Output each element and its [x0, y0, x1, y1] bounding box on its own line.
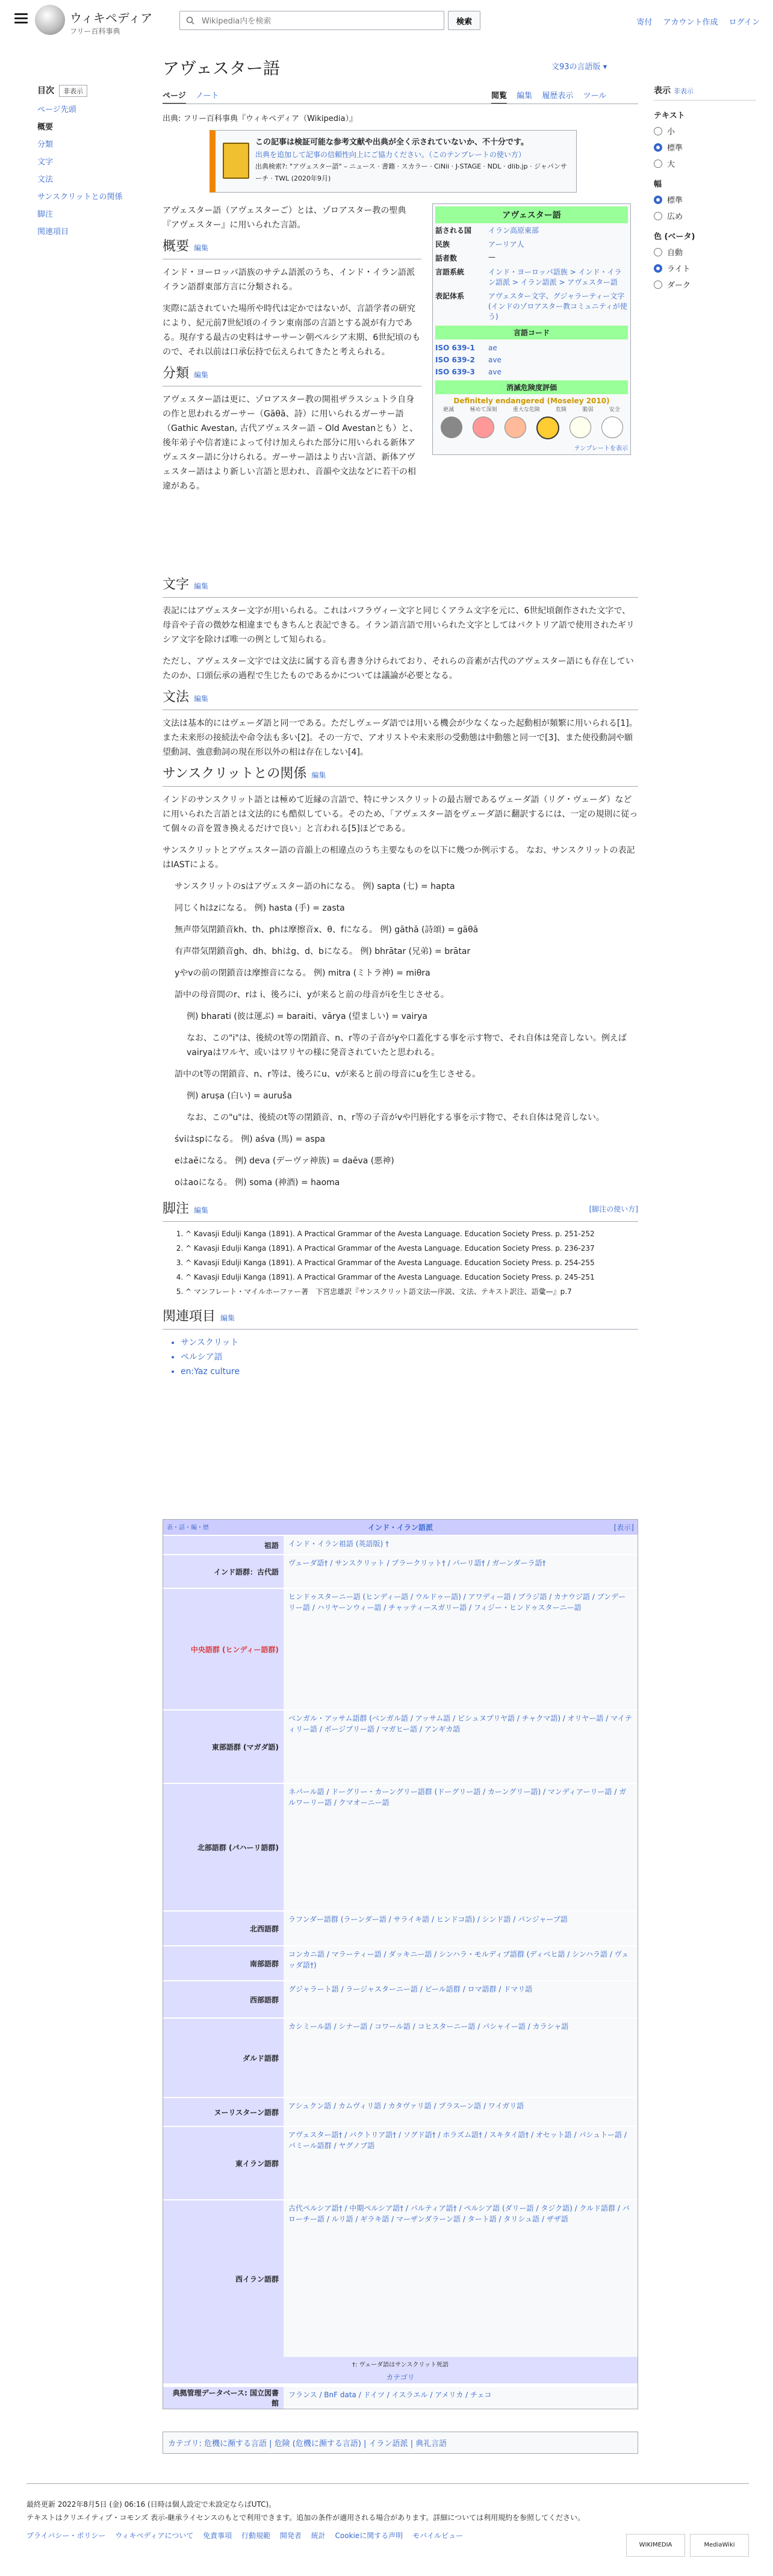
- toc-hide-button[interactable]: 非表示: [59, 85, 87, 97]
- toc-item[interactable]: ページ先頭: [37, 105, 76, 114]
- tab-talk[interactable]: ノート: [195, 91, 219, 101]
- footer-link[interactable]: モバイルビュー: [412, 2531, 464, 2540]
- intro-text: アヴェスター語（アヴェスターご）とは、ゾロアスター教の聖典『アヴェスター』に用いられた言語。: [163, 206, 406, 230]
- footer-link[interactable]: 免責事項: [203, 2531, 232, 2540]
- toc-item[interactable]: 関連項目: [37, 228, 69, 237]
- navbox-row: 東イラン語群 アヴェスター語† / バクトリア語† / ソグド語† / ホラズム語† / スキタイ語† / オセット語 / パシュトー語 / パミール語群 / ヤグノブ語: [163, 2126, 638, 2199]
- radio-standard[interactable]: 標準: [654, 141, 756, 153]
- footer-link[interactable]: 行動規範: [241, 2531, 271, 2540]
- authority-row: 典拠管理データベース: 国立図書館 フランス / BnF data / ドイツ / イスラエル / アメリカ / チェコ: [163, 2383, 638, 2409]
- reference-item: 1. ^ Kavasji Edulji Kanga (1891). A Practical Grammar of the Avesta Language. Education Society Press. p. 251-252: [185, 1228, 638, 1240]
- footer-link[interactable]: Cookieに関する声明: [335, 2531, 403, 2540]
- navbox-row: インド語群：古代語 ヴェーダ語† / サンスクリット / プラークリット† / パーリ語† / ガーンダーラ語†: [163, 1554, 638, 1588]
- view-tabs: [491, 89, 613, 101]
- footer-link[interactable]: 開発者: [279, 2531, 302, 2540]
- references-list: [163, 1228, 638, 1298]
- navbox-row: 東部語群 (マガダ語) ベンガル・アッサム語群 (ベンガル語 / アッサム語 / ビシュヌプリヤ語 / チャクマ語) / オリヤー語 / マイティリー語 / ボージプリー語 / マガヒー語 / アンギカ語: [163, 1709, 638, 1783]
- navbox-title-link[interactable]: インド・イラン語派: [367, 1523, 433, 1532]
- example: サンスクリットのsはアヴェスター語のhになる。 例) sapta (七) = hapta: [175, 882, 455, 891]
- related-link[interactable]: • en:Yaz culture: [181, 1364, 638, 1379]
- navbox-row: ヌーリスターン語群 アシュクン語 / カムヴィリ語 / カタヴァリ語 / プラスーン語 / ワイガリ語: [163, 2097, 638, 2126]
- toc-item[interactable]: 分類: [37, 140, 54, 149]
- navbox-category[interactable]: カテゴリ: [163, 2371, 638, 2383]
- example: 語中のt等の閉鎖音、n、r等は、後ろにu、vが来ると前の母音にuを生じさせる。: [175, 1070, 481, 1079]
- status-scale: [435, 413, 628, 443]
- navbox: [163, 1519, 638, 2409]
- notice-line-1: この記事は検証可能な参考文献や出典が全く示されていないか、不十分です。: [255, 138, 529, 147]
- wordmark-title: ウィキペディア: [70, 11, 153, 25]
- tab-page[interactable]: ページ: [163, 91, 186, 104]
- edit-link[interactable]: 編集: [311, 771, 326, 779]
- paragraph: 実際に話されていた場所や時代は定かではないが、言語学者の研究により、紀元前7世紀頃のイラン東南部の言語とする説が有力である。現存する最古の史料はサーサーン朝ペルシア末期、6世紀頃のもので、それ以前は口承伝持で伝えられてきたと考えられる。: [163, 304, 421, 357]
- scale-dot: [601, 416, 623, 438]
- edit-link[interactable]: 編集: [194, 244, 209, 252]
- search-box: [179, 11, 444, 30]
- edit-link[interactable]: 編集: [194, 695, 209, 703]
- template-link[interactable]: テンプレートを表示: [574, 445, 628, 452]
- footer-link[interactable]: ウィキペディアについて: [115, 2531, 194, 2540]
- example: śviはspになる。 例) aśva (馬) = aspa: [175, 1135, 326, 1144]
- from-line: 出典: フリー百科事典『ウィキペディア（Wikipedia）』: [163, 114, 358, 123]
- edit-link[interactable]: 編集: [194, 1206, 209, 1215]
- create-account-link[interactable]: アカウント作成: [663, 18, 718, 27]
- navbox-row: 西イラン語群 古代ペルシア語† / 中期ペルシア語† / パルティア語† / ペルシア語 (ダリー語 / タジク語) / クルド語群 / バローチー語 / ルリ語 / ギラキ語 / マーザンダラーン語 / タート語 / タリシュ語 / ザザ語: [163, 2199, 638, 2357]
- navbox-row: 北部語群 (パハーリ語群) ネパール語 / ドーグリー・カーングリー語群 (ドーグリー語 / カーングリー語) / マンディアーリー語 / ガルワーリー語 / クマオーニー語: [163, 1783, 638, 1910]
- toc-item[interactable]: 脚注: [37, 210, 54, 219]
- paragraph: サンスクリットとアヴェスター語の音韻上の相違点のうち主要なものを以下に幾つか例示する。 なお、サンスクリットの表記はIASTによる。: [163, 846, 635, 870]
- paragraph: インド・ヨーロッパ語族のサテム語派のうち、インド・イラン語派イラン語群東部方言に分類される。: [163, 268, 415, 292]
- radio-light[interactable]: ライト: [654, 262, 756, 274]
- page-title: アヴェスター語: [163, 58, 280, 78]
- search-button[interactable]: 検索: [448, 11, 480, 30]
- search-input[interactable]: [200, 14, 438, 28]
- navbox-row: 南部語群 コンカニ語 / マラーティー語 / ダッキニー語 / シンハラ・モルディブ語群 (ディベヒ語 / シンハラ語 / ヴェッダ語†): [163, 1945, 638, 1980]
- radio-width-standard[interactable]: 標準: [654, 194, 756, 205]
- navbox-row: ダルド語群 カシミール語 / シナー語 / コワール語 / コヒスターニー語 / パシャイー語 / カラシャ語: [163, 2017, 638, 2097]
- main-content: [163, 578, 638, 1379]
- paragraph: 表記にはアヴェスター文字が用いられる。これはパフラヴィー文字と同じくアラム文字を元に、6世紀頃創作された文字で、母音や子音の微妙な相違までもきちんと表記できる。イラン語言語で用いられた文字としてはバクトリア語で使用されたギリシア文字を除けば唯一の例として知られる。: [163, 606, 635, 645]
- notice-box: [210, 130, 577, 193]
- wikimedia-badge[interactable]: WIKIMEDIA: [626, 2534, 685, 2557]
- appearance-hide[interactable]: 非表示: [673, 87, 694, 95]
- footer-badges: [626, 2534, 749, 2557]
- infobox-title: アヴェスター語: [435, 206, 628, 223]
- menu-icon[interactable]: [14, 13, 28, 24]
- infobox-row: 民族 アーリア人: [435, 240, 524, 249]
- example: 有声帯気閉鎖音gh、dh、bhはg、d、bになる。 例) bhrātar (兄弟) = brātar: [175, 947, 471, 956]
- navbox-vte[interactable]: 表・話・編・歴: [167, 1525, 209, 1531]
- section-heading: 文法 編集: [163, 690, 209, 705]
- example: 同じくhはzになる。 例) hasta (手) = zasta: [175, 903, 345, 913]
- wikipedia-logo[interactable]: [35, 5, 65, 35]
- iso-row: ISO 639-1 ae: [435, 344, 497, 352]
- paragraph: インドのサンスクリット語とは極めて近縁の言語で、特にサンスクリットの最古層であるヴェーダ語（リグ・ヴェーダ）などに用いられた言語とは文法的にも酷似している。そのため、「アヴェスター語をヴェーダ語に翻訳するには、一定の規則に従って個々の音を置き換えるだけで良い」と言われる[5]ほどである。: [163, 795, 638, 834]
- navbox-title: [163, 1520, 638, 1535]
- navbox-row: 中央語群 (ヒンディー語群) ヒンドゥスターニー語 (ヒンディー語 / ウルドゥー語) / アワディー語 / ブラジ語 / カナウジ語 / ブンデーリー語 / ハリヤーンウィー語 / チャッティースガリー語 / フィジー・ヒンドゥスターニー語: [163, 1588, 638, 1709]
- example: oはaoになる。 例) soma (神酒) = haoma: [175, 1178, 340, 1187]
- radio-width-wide[interactable]: 広め: [654, 210, 756, 221]
- paragraph: ただし、アヴェスター文字では文法に属する音も書き分けられており、それらの音素が古代のアヴェスター語にも存在していたのか、口頭伝承の過程で生じたものであるかについては議論が必要となる。: [163, 657, 634, 681]
- status-text: Definitely endangered (Moseley 2010): [453, 397, 610, 405]
- reference-item: 3. ^ Kavasji Edulji Kanga (1891). A Practical Grammar of the Avesta Language. Education Society Press. p. 254-255: [185, 1257, 638, 1269]
- toc-item[interactable]: 概要: [37, 123, 54, 132]
- category-links[interactable]: カテゴリ: 危機に瀕する言語 | 危険 (危機に瀕する言語) | イラン語派 | 典礼言語: [168, 2439, 447, 2448]
- edit-link[interactable]: 編集: [194, 582, 209, 590]
- iso-row: ISO 639-3 ave: [435, 368, 501, 376]
- wordmark-tagline: フリー百科事典: [70, 27, 120, 36]
- example: 語中の母音間のr、rは i、後ろにi、yが来ると前の母音がiを生じさせる。: [175, 990, 449, 1000]
- edit-link[interactable]: 編集: [194, 371, 209, 379]
- scale-dot: [504, 416, 526, 438]
- toc-item[interactable]: 文字: [37, 158, 54, 167]
- infobox-row: 表記体系 アヴェスター文字、グジャラーティー文字 (インドのゾロアスター教コミュニティが使う): [435, 292, 627, 321]
- section-heading: 分類 編集: [163, 366, 209, 381]
- language-button[interactable]: 文93の言語版 ▾: [551, 63, 607, 72]
- donate-link[interactable]: 寄付: [636, 18, 653, 27]
- edit-link[interactable]: 編集: [220, 1314, 235, 1322]
- radio-small[interactable]: 小: [654, 125, 756, 137]
- tab-edit[interactable]: 編集: [517, 91, 533, 101]
- status-scale-labels: 絶滅 極めて深刻 重大な危険 危険 脆弱 安全: [443, 407, 620, 413]
- text-size-label: テキスト: [654, 111, 685, 120]
- example: なお、この"i"は、後続のt等の閉鎖音、n、r等の子音がyや口蓋化する事を示す物で、それ自体は発音しない。例えばvairyaはワルヤ、或いはワリヤの様に発音されていたと思われる。: [187, 1033, 627, 1057]
- related-link[interactable]: • サンスクリット: [181, 1336, 638, 1350]
- infobox-row: 言語系統 インド・ヨーロッパ語族 > インド・イラン語派 > イラン語派 > アヴェスター語: [435, 268, 622, 286]
- navbox-row: 祖語 インド・イラン祖語 (英語版) †: [163, 1535, 638, 1554]
- login-link[interactable]: ログイン: [728, 18, 760, 27]
- scale-dot: [473, 416, 494, 438]
- toc-item[interactable]: サンスクリットとの関係: [37, 193, 123, 202]
- book-icon: [223, 143, 249, 179]
- section-heading: 脚注 編集 [脚注の使い方]: [163, 1201, 638, 1216]
- user-links: [628, 16, 760, 27]
- scale-dot: [570, 416, 591, 438]
- navbox-row: 北西語群 ラフンダー語群 (ラーンダー語 / サライキ語 / ヒンドコ語) / シンド語 / パンジャーブ語: [163, 1910, 638, 1945]
- radio-large[interactable]: 大: [654, 158, 756, 169]
- example: 例) bharati (彼は運ぶ) = baraiti、vārya (望ましい) = vairya: [187, 1012, 427, 1021]
- appearance-panel: [654, 84, 756, 295]
- section-heading: サンスクリットとの関係 編集: [163, 766, 326, 781]
- tab-history[interactable]: 履歴表示: [542, 91, 574, 101]
- header: [0, 0, 773, 42]
- section-heading: 関連項目 編集: [163, 1309, 235, 1324]
- scale-dot: [441, 416, 462, 438]
- notice-line-3: 出典検索?: "アヴェスター語" – ニュース · 書籍 · スカラー · CiNii · J-STAGE · NDL · dlib.jp · ジャパンサーチ · TWL (2020年9月): [255, 163, 567, 182]
- example: なお、この"u"は、後続のt等の閉鎖音、n、r等の子音がvや円唇化する事を示す物で、それ自体は発音しない。: [187, 1113, 604, 1122]
- category-box: [163, 2432, 638, 2454]
- toc-heading: 目次 非表示: [37, 84, 128, 97]
- reference-item: 4. ^ Kavasji Edulji Kanga (1891). A Practical Grammar of the Avesta Language. Education Society Press. p. 245-251: [185, 1271, 638, 1283]
- namespace-tabs: [163, 89, 226, 101]
- mediawiki-badge[interactable]: MediaWiki: [690, 2534, 749, 2557]
- navbox-toggle[interactable]: [表示]: [613, 1523, 634, 1532]
- appearance-heading: 表示 非表示: [654, 84, 756, 101]
- intro: [163, 203, 421, 501]
- section-heading: 文字 編集: [163, 577, 209, 592]
- navbox-footnote: †: ヴェーダ語はサンスクリット死語: [163, 2357, 638, 2371]
- navbox-row: 西部語群 グジャラート語 / ラージャスターニー語 / ビール語群 / ロマ語群 / ドマリ語: [163, 1980, 638, 2017]
- footer-divider: [26, 2483, 749, 2484]
- last-edited: 最終更新 2022年8月5日 (金) 06:16 (日時は個人設定で未設定ならばUTC)。: [26, 2500, 276, 2509]
- reference-item: 5. ^ マンフレート・マイルホーファー著 下宮忠雄訳『サンスクリット語文法—序説、文法、テキスト訳注、語彙—』p.7: [185, 1286, 638, 1298]
- paragraph: 文法は基本的にはヴェーダ語と同一である。ただしヴェーダ語では用いる機会が少なくなった起動相が頻繁に用いられる[1]。また未来形の接続法や命令法も多い[2]。その一方で、アオリストや未来形の受動態は中動態と同一で[3]、また使役動詞や願望動詞、強意動詞の現在形以外の相は存在しない[4]。: [163, 719, 638, 757]
- example: yやvの前の閉鎖音は摩擦音になる。 例) mitra (ミトラ神) = miθra: [175, 968, 430, 978]
- license-text: テキストはクリエイティブ・コモンズ 表示-継承ライセンスのもとで利用できます。追加の条件が適用される場合があります。詳細については利用規約を参照してください。: [26, 2513, 585, 2522]
- status-header: 消滅危険度評価: [435, 380, 628, 394]
- infobox-row: 話者数 —: [435, 253, 495, 262]
- tab-read[interactable]: 閲覧: [491, 91, 507, 104]
- section-heading: 概要 編集: [163, 239, 209, 254]
- infobox-row: 話される国 イラン高原東部: [435, 226, 539, 235]
- codes-header: 言語コード: [435, 326, 628, 339]
- radio-dark[interactable]: ダーク: [654, 279, 756, 290]
- reference-item: 2. ^ Kavasji Edulji Kanga (1891). A Practical Grammar of the Avesta Language. Education Society Press. p. 236-237: [185, 1242, 638, 1254]
- related-link[interactable]: • ペルシア語: [181, 1350, 638, 1364]
- table-of-contents: [37, 84, 128, 243]
- width-label: 幅: [654, 180, 662, 189]
- search-icon: [186, 16, 194, 25]
- footnote-help-link[interactable]: [脚注の使い方]: [589, 1205, 638, 1213]
- iso-row: ISO 639-2 ave: [435, 356, 501, 364]
- footer-link[interactable]: プライバシー・ポリシー: [26, 2531, 106, 2540]
- scale-dot: [536, 416, 559, 439]
- wordmark[interactable]: [70, 8, 152, 36]
- tab-tools[interactable]: ツール: [583, 91, 607, 101]
- example: 無声帯気閉鎖音kh、th、phは摩擦音x、θ、fになる。 例) gāthā (詩頌) = gāθā: [175, 925, 479, 935]
- infobox: [432, 203, 631, 455]
- toc-item[interactable]: 文法: [37, 175, 54, 184]
- notice-line-2[interactable]: 出典を追加して記事の信頼性向上にご協力ください。（このテンプレートの使い方）: [255, 150, 526, 159]
- example: 例) aruṣa (白い) = auruša: [187, 1091, 292, 1101]
- color-label: 色 (ベータ): [654, 232, 695, 241]
- footer: [26, 2498, 749, 2548]
- example: eはaēになる。 例) deva (デーヴァ神族) = daēva (悪神): [175, 1156, 394, 1166]
- paragraph: アヴェスター語は更に、ゾロアスター教の開祖ザラスシュトラ自身の作と思われるガーサー（Gāθā、詩）に用いられるガーサー語（Gathic Avestan, 古代アヴェスター語 – Old Avestanとも）と、後年弟子や信者達によって付け加えられた部分に用いられる新体アヴェスター語に分けられる。ガーサー語はより古い言語、新体アヴェスター語はより新しい言語と思われ、音韻や文法などに若干の相違がある。: [163, 395, 418, 491]
- radio-auto[interactable]: 自動: [654, 246, 756, 258]
- footer-link[interactable]: 統計: [311, 2531, 326, 2540]
